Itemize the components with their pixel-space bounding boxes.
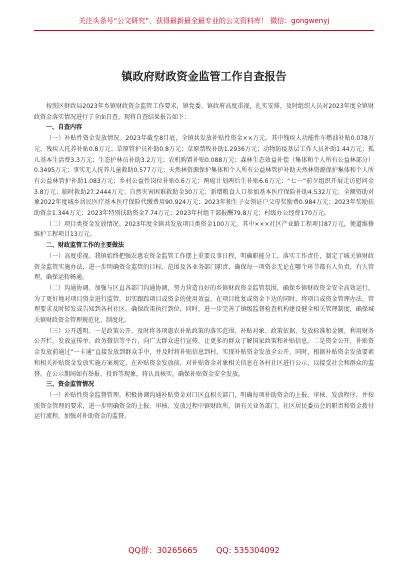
header-divider — [34, 30, 374, 31]
footer-contact — [0, 545, 408, 556]
section-heading: 一、自查内容 — [46, 124, 83, 132]
body-paragraph: （二）沟通协调。加强与区直各部门沟通协调，努力营造良好的乡镇财政资金监管氛围，确保乡镇财政资金安全高效运行，为了更好地对项目资金进行监管，切实跟踪项目或资金的使用效益，在项目批复或资金下达的同时，将项目或资金管理办法、管理要求及时转发或告知到各村社区，确保政策执行到位，同时，进一步完善了镇级监督检查机构建设健全相关管理制度，确保城关镇财政资金管理规范化、制度化。 — [34, 284, 374, 325]
body-paragraph: （三）公开透明。一是政策公开。及时将各项惠农补贴政策的落实范围、补贴对象、政策依据、发放标准和金额、利用财务公开栏、发放宣传单、政务微信等平台，向广大群众进行宣传，让更多的群众了解国家政策和补贴信息。二是资金公开，补贴资金发放前通过“一卡通”直接发放到群众手中，并及时将补贴信息到村，实现补贴资金发放全公开，同时，根据补贴资金发放要素和相关补贴资金发放实施方案规定，在补贴资金发放前，对补贴资金对象相关信息在各村社区进行公示，以接受社会和群众的监督。在公示期间如有举报、投诉等现象，将认真核实，确保补贴资金安全发放。 — [34, 327, 374, 378]
section-heading: 三、资金监管情况 — [46, 381, 95, 389]
body-paragraph: （一）补贴性资金发放情况。2023年截至8月底，全镇共发放补贴性资金××万元。其中残疾人功能性车燃油补贴0.078万元，残疾人托养补贴0.8万元；草原管护员补助0.8万元；草原禁牧补助1.2936万元；动物防疫基层工作人员补助1.44万元；孤儿基本生活费3.3万元；生态护林员补助3.2万元；农机购置补贴0.088万元；森林生态效益补偿（集体和个人所有公益林部分）0.3495万元；事实无人抚养儿童救助0.577万元；天然林资源保护集体和个人所有公益林管护补助天然林资源保护集体和个人所有公益林管护补助1.083万元；乡村公益性岗位补贴0.6万元；两癌计划两后生补贴6.6万元；“七一”前夕组织开展走访慰问金3.8万元；临时救助27.2444万元；自然灾害困难救助金30万元；新增粮食人口参加基本医疗保险补助4.532万元；全额资助对象2022年度城乡居民医疗基本医疗保险代缴费用90.924万元；2023年独生子女领证户父母奖励费0.984万元；2023年奖励扶助资金1.344万元；2023年特别扶助资金7.74万元；2023年村组干部报酬79.8万元；村级办公经费170万元。 — [34, 135, 374, 218]
footer-qq: QQ: 535304092 — [216, 546, 280, 555]
document-title: 镇政府财政资金监管工作自查报告 — [121, 70, 287, 83]
body-paragraph: 按照区财政局2023年乡镇财政资金监管工作要求，镇党委、镇政府高度重视，扎实安排，及时组织人员对2023年度全镇财政资金落实情况进行了全面自查，现将自查结果报告如下： — [34, 103, 374, 121]
header-banner: 关注头条号“公文研究”，获得最新最全最专业的公文资料库！ 微信：gongwenyj — [78, 17, 330, 25]
body-paragraph: （一）高度重视。我镇始终把强农惠农资金监管工作摆上重要议事日程，明确职能分工，落实工作责任，制定了城关镇财政资金监管实施办法，进一步明确资金监管的目标、范围及各业务部门职责，确保每一项资金无论在哪个环节都有人负责，有人管理，确保运转畅通。 — [34, 252, 374, 282]
section-heading: 二、财政监管工作的主要做法 — [46, 242, 125, 250]
body-paragraph: （一）补贴性资金监督管理。积极协调沟通补贴资金对口区直相关部门，明确每项补助资金的上报、审核、发放程序，并按照资金管理的要求，进一步明确资金的上报、审核、发放过程中镇财政所、镇有关业务部门、社区居民委员会的职责和资金拨付运行流程，加强对补助资金的监督。 — [34, 391, 374, 421]
document-body — [34, 102, 374, 423]
footer-qq-group: QQ群：30265665 — [128, 546, 198, 555]
body-paragraph: （二）项目类资金发放情况。2023年度全镇共发放项目类资金100万元。其中×××社区产业路工程项目87万元，便道维修维护工程项目13万元。 — [34, 220, 374, 239]
